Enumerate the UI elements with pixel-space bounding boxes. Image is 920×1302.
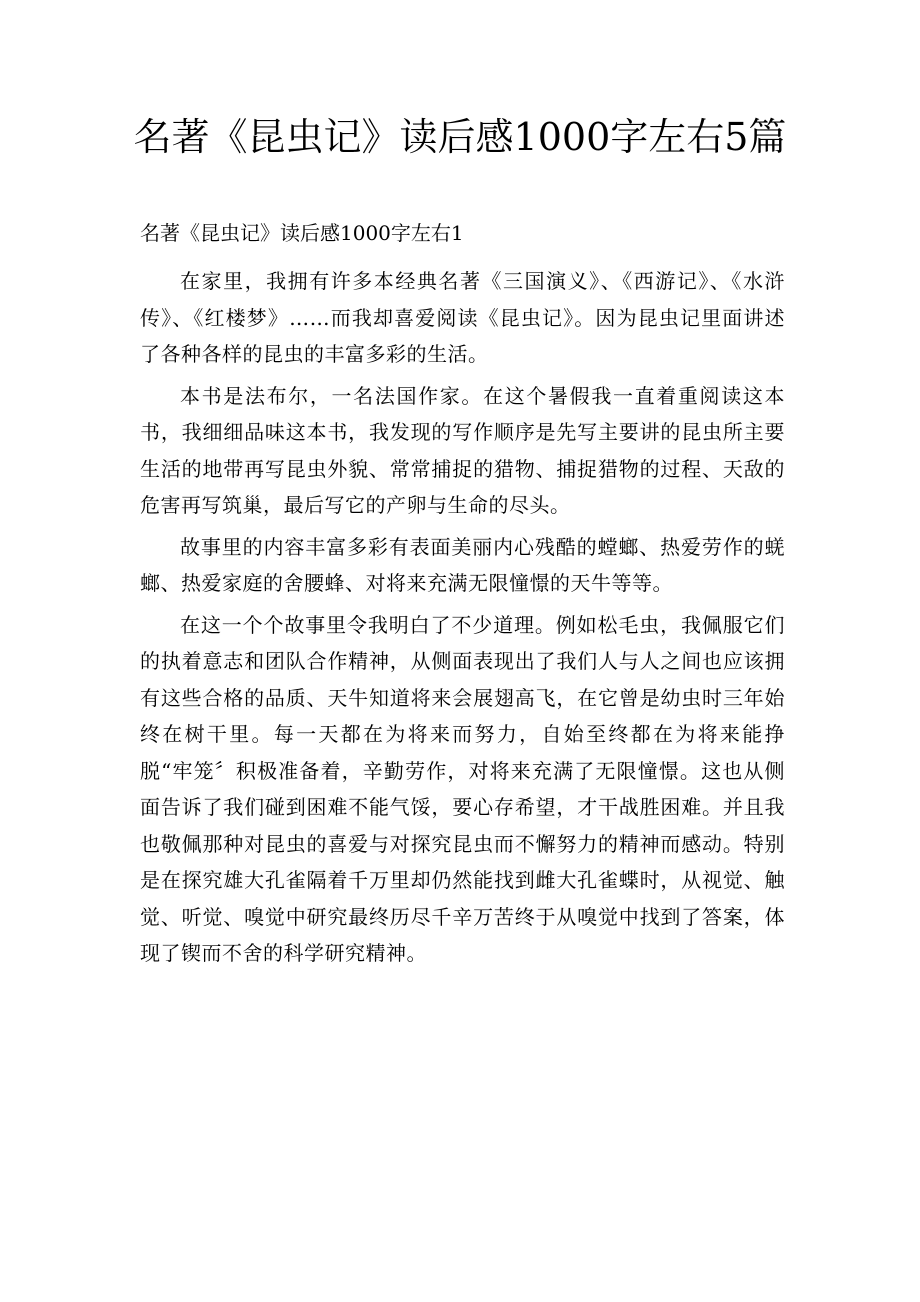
document-body bbox=[140, 263, 785, 977]
document-title: 名著《昆虫记》读后感1000字左右5篇 bbox=[133, 115, 787, 159]
section-heading: 名著《昆虫记》读后感1000字左右1 bbox=[140, 221, 464, 245]
paragraph: 在这一个个故事里令我明白了不少道理。例如松毛虫，我佩服它们的执着意志和团队合作精神，从侧面表现出了我们人与人之间也应该拥有这些合格的品质、天牛知道将来会展翅高飞，在它曾是幼虫时三年始终在树干里。每一天都在为将来而努力，自始至终都在为将来能挣脱“牢笼〞积极准备着，辛勤劳作，对将来充满了无限憧憬。这也从侧面告诉了我们碰到困难不能气馁，要心存希望，才干战胜困难。并且我也敬佩那种对昆虫的喜爱与对探究昆虫而不懈努力的精神而感动。特别是在探究雄大孔雀隔着千万里却仍然能找到雌大孔雀蝶时，从视觉、触觉、听觉、嗅觉中研究最终历尽千辛万苦终于从嗅觉中找到了答案，体现了锲而不舍的科学研究精神。 bbox=[140, 612, 785, 965]
paragraph: 在家里，我拥有许多本经典名著《三国演义》、《西游记》、《水浒传》、《红楼梦》……而我却喜爱阅读《昆虫记》。因为昆虫记里面讲述了各种各样的昆虫的丰富多彩的生活。 bbox=[140, 269, 785, 366]
paragraph: 故事里的内容丰富多彩有表面美丽内心残酷的螳螂、热爱劳作的蜣螂、热爱家庭的舍腰蜂、对将来充满无限憧憬的天牛等等。 bbox=[140, 534, 785, 595]
paragraph: 本书是法布尔，一名法国作家。在这个暑假我一直着重阅读这本书，我细细品味这本书，我发现的写作顺序是先写主要讲的昆虫所主要生活的地带再写昆虫外貌、常常捕捉的猎物、捕捉猎物的过程、天敌的危害再写筑巢，最后写它的产卵与生命的尽头。 bbox=[140, 383, 785, 517]
